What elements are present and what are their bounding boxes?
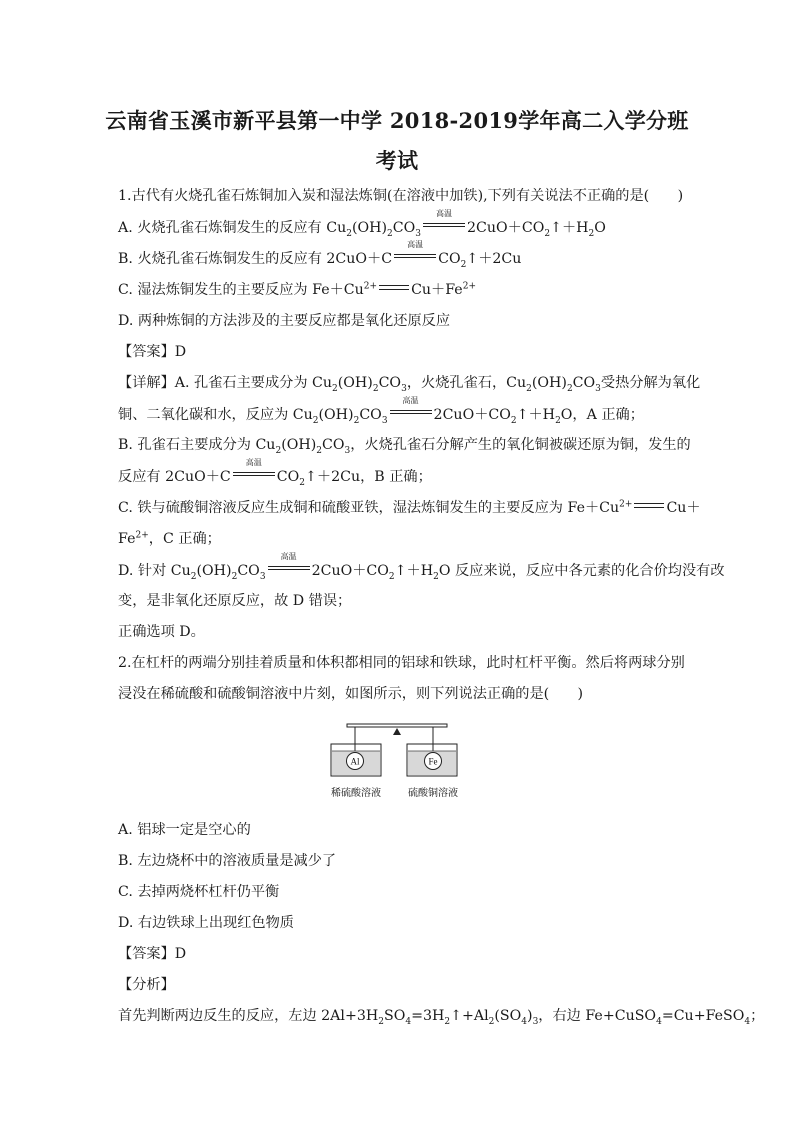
- q2-analysis-heading: 【分析】: [118, 977, 175, 993]
- q1-explain-d1: D. 针对 $Cu_2(OH)_2CO_3$ 高温 $2CuO+CO_2↑+H_2O$ 反应来说，反应中各元素的化合价均没有改: [118, 552, 725, 582]
- left-ball-label: Al: [350, 756, 360, 767]
- q2-option-d: D. 右边铁球上出现红色物质: [118, 915, 294, 931]
- lever-beaker-figure: [327, 718, 467, 804]
- reaction-condition: 高温: [268, 560, 310, 574]
- q2-answer: 【答案】D: [118, 946, 187, 962]
- q1-explain-d2: 变，是非氧化还原反应，故 D 错误；: [118, 593, 352, 609]
- q1-stem: 1.古代有火烧孔雀石炼铜加入炭和湿法炼铜(在溶液中加铁),下列有关说法不正确的是( ): [118, 188, 684, 204]
- reaction-condition: 高温: [233, 466, 275, 480]
- q1-explain-b2: 反应有 2CuO＋C 高温 $CO_2↑+2Cu$，B 正确；: [118, 458, 432, 488]
- q1-explain-c1: C. 铁与硫酸铜溶液反应生成铜和硫酸亚铁，湿法炼铜发生的主要反应为 $Fe+Cu^{2+}$ Cu＋: [118, 499, 701, 516]
- doc-title-line1: 云南省玉溪市新平县第一中学 2018-2019学年高二入学分班: [105, 108, 689, 133]
- q1-explain-c2: $Fe^{2+}$，C 正确；: [118, 530, 221, 547]
- reaction-condition: 高温: [423, 217, 465, 231]
- left-beaker-caption: 稀硫酸溶液: [331, 788, 381, 799]
- q1-option-c: C. 湿法炼铜发生的主要反应为 $Fe+Cu^{2+}$ $Cu+Fe^{2+}$: [118, 281, 476, 298]
- q1-option-d: D. 两种炼铜的方法涉及的主要反应都是氧化还原反应: [118, 313, 451, 329]
- lever-bar: [347, 724, 447, 727]
- q1-option-b: B. 火烧孔雀石炼铜发生的反应有 2CuO＋C 高温 $CO_2↑+2Cu$: [118, 240, 522, 270]
- q1-option-a: A. 火烧孔雀石炼铜发生的反应有 $Cu_2(OH)_2CO_3$ 高温 $2CuO+CO_2↑+H_2O$: [118, 209, 606, 239]
- right-ball-label: Fe: [428, 756, 438, 767]
- reaction-condition: 高温: [390, 404, 432, 418]
- q1-answer: 【答案】D: [118, 344, 187, 360]
- q1-explain-b1: B. 孔雀石主要成分为 $Cu_2(OH)_2CO_3$，火烧孔雀石分解产生的氧化铜被碳还原为铜，发生的: [118, 437, 691, 456]
- q2-stem-line2: 浸没在稀硫酸和硫酸铜溶液中片刻，如图所示，则下列说法正确的是( ): [118, 686, 584, 702]
- equals-sign: [634, 503, 664, 508]
- equals-sign: [379, 285, 409, 290]
- q2-stem-line1: 2.在杠杆的两端分别挂着质量和体积都相同的铝球和铁球，此时杠杆平衡。然后将两球分别: [118, 655, 685, 671]
- doc-title-line2: 考试: [375, 148, 419, 173]
- q2-analysis-line1: 首先判断两边反生的反应，左边 $2Al+3H_2SO_4=3H_2↑+Al_2(SO_4)_3$，右边 Fe+CuSO$_4$=Cu+FeSO$_4$；: [118, 1008, 765, 1027]
- q1-conclusion: 正确选项 D。: [118, 624, 205, 640]
- q2-option-a: A. 铝球一定是空心的: [118, 822, 251, 838]
- q2-option-b: B. 左边烧杯中的溶液质量是减少了: [118, 853, 337, 869]
- q1-explain-a1: 【详解】A. 孔雀石主要成分为 $Cu_2(OH)_2CO_3$，火烧孔雀石，$Cu_2(OH)_2CO_3$受热分解为氧化: [118, 375, 701, 394]
- fulcrum: [393, 728, 401, 735]
- reaction-condition: 高温: [394, 248, 436, 262]
- q1-explain-a2: 铜、二氧化碳和水，反应为 $Cu_2(OH)_2CO_3$ 高温 $2CuO+CO_2↑+H_2O$，A 正确；: [118, 396, 644, 426]
- right-beaker-caption: 硫酸铜溶液: [408, 788, 458, 799]
- q2-option-c: C. 去掉两烧杯杠杆仍平衡: [118, 884, 280, 900]
